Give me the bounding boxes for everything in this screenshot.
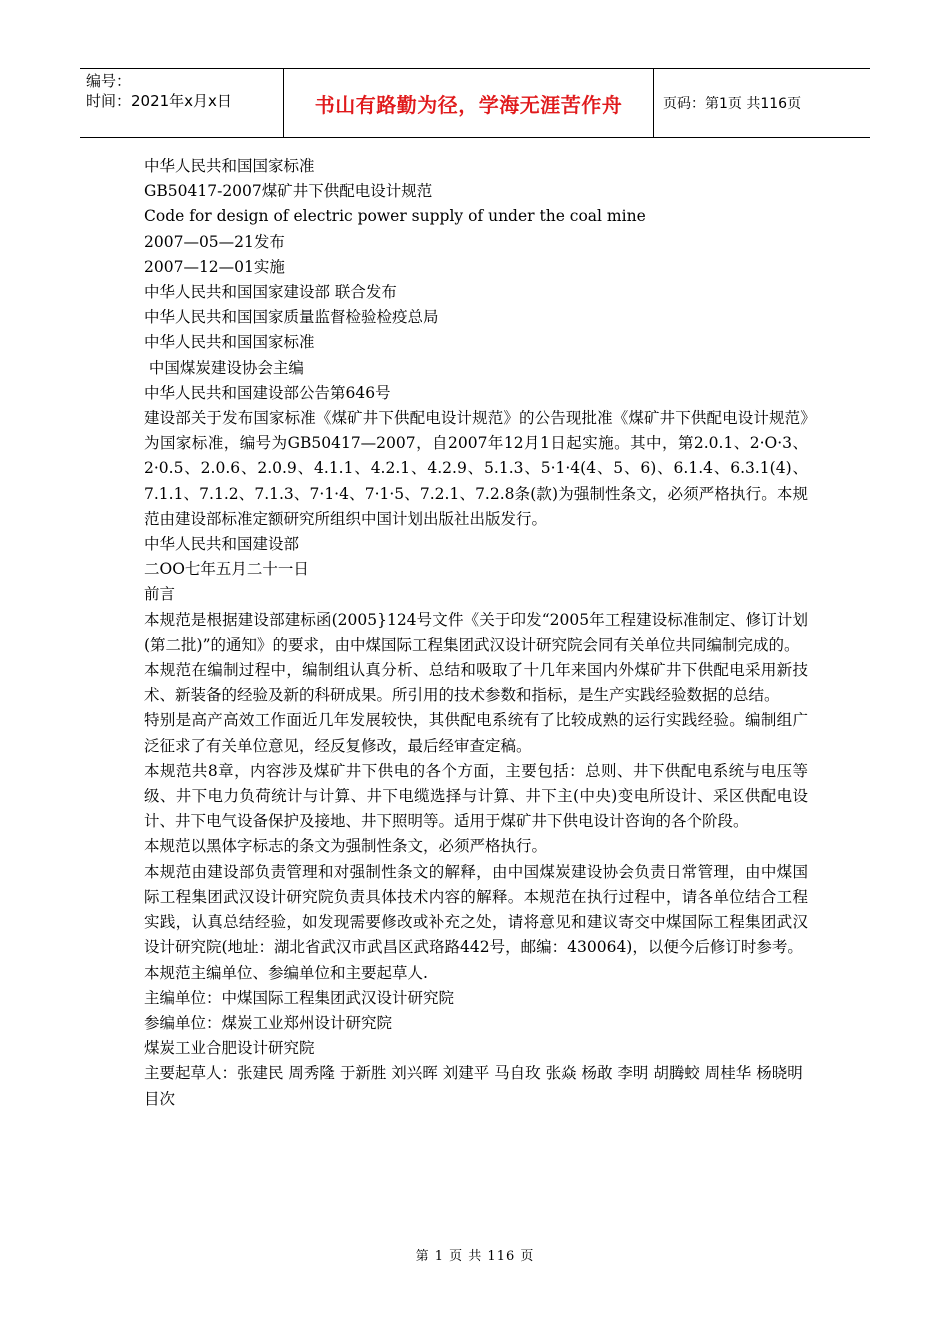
document-number-label: 编号： <box>86 72 132 90</box>
paragraph: 本规范主编单位、参编单位和主要起草人. <box>144 963 428 982</box>
paragraph: 2007—05—21发布 <box>144 232 285 251</box>
header-motto: 书山有路勤为径，学海无涯苦作舟 <box>284 69 654 137</box>
paragraph: 本规范是根据建设部建标函(2005}124号文件《关于印发“2005年工程建设标准制定、修订计划(第二批)”的通知》的要求，由中煤国际工程集团武汉设计研究院会同有关单位共同编制完成的。 <box>144 610 808 654</box>
paragraph: 中华人民共和国建设部 <box>144 535 300 554</box>
section-heading: 前言 <box>144 585 176 604</box>
paragraph: 特别是高产高效工作面近几年发展较快，其供配电系统有了比较成熟的运行实践经验。编制组广泛征求了有关单位意见，经反复修改，最后经审查定稿。 <box>144 711 808 755</box>
paragraph: 参编单位：煤炭工业郑州设计研究院 <box>144 1013 393 1032</box>
paragraph: 主编单位：中煤国际工程集团武汉设计研究院 <box>144 988 455 1007</box>
paragraph: 建设部关于发布国家标准《煤矿井下供配电设计规范》的公告现批准《煤矿井下供配电设计规范》为国家标准，编号为GB50417—2007，自2007年12月1日起实施。其中，第2.0.1、2·O·3、2·0.5、2.0.6、2.0.9、4.1.1、4.2.1、4.2.9、5.1.3、5·1·4(4、5、6)、6.1.4、6.3.1(4)、7.1.1、7.1.2、7.1.3、7·1·4、7·1·5、7.2.1、7.2.8条(款)为强制性条文，必须严格执行。本规范由建设部标准定额研究所组织中国计划出版社出版发行。 <box>144 409 808 528</box>
paragraph: 本规范共8章，内容涉及煤矿井下供电的各个方面，主要包括：总则、井下供配电系统与电压等级、井下电力负荷统计与计算、井下电缆选择与计算、井下主(中央)变电所设计、采区供配电设计、井下电气设备保护及接地、井下照明等。适用于煤矿井下供电设计咨询的各个阶段。 <box>144 761 808 831</box>
paragraph: 本规范由建设部负责管理和对强制性条文的解释，由中国煤炭建设协会负责日常管理，由中煤国际工程集团武汉设计研究院负责具体技术内容的解释。本规范在执行过程中，请各单位结合工程实践，认真总结经验，如发现需要修改或补充之处，请将意见和建议寄交中煤国际工程集团武汉设计研究院(地址：湖北省武汉市武昌区武珞路442号，邮编：430064)，以便今后修订时参考。 <box>144 862 808 957</box>
page-footer: 第 1 页 共 116 页 <box>415 1249 535 1264</box>
paragraph: 二OO七年五月二十一日 <box>144 560 309 579</box>
document-body <box>144 154 808 1112</box>
paragraph: 中华人民共和国建设部公告第646号 <box>144 383 391 402</box>
paragraph: 中华人民共和国国家标准 <box>144 157 315 175</box>
paragraph: 中华人民共和国国家标准 <box>144 333 315 352</box>
header-meta <box>80 69 284 137</box>
paragraph: 中国煤炭建设协会主编 <box>144 358 304 377</box>
paragraph: 中华人民共和国国家质量监督检验检疫总局 <box>144 308 439 327</box>
paragraph: Code for design of electric power supply of under the coal mine <box>144 207 646 226</box>
paragraph: 本规范在编制过程中，编制组认真分析、总结和吸取了十几年来国内外煤矿井下供配电采用新技术、新装备的经验及新的科研成果。所引用的技术参数和指标，是生产实践经验数据的总结。 <box>144 661 808 705</box>
paragraph: 主要起草人：张建民 周秀隆 于新胜 刘兴晖 刘建平 马自玫 张焱 杨敢 李明 胡腾蛟 周桂华 杨晓明 <box>144 1064 803 1083</box>
header-page-info: 页码：第1页 共116页 <box>663 96 802 112</box>
section-heading: 目次 <box>144 1089 176 1108</box>
paragraph: 2007—12—01实施 <box>144 257 285 276</box>
paragraph: GB50417-2007煤矿井下供配电设计规范 <box>144 182 433 201</box>
paragraph: 中华人民共和国国家建设部 联合发布 <box>144 283 397 302</box>
paragraph: 本规范以黑体字标志的条文为强制性条文，必须严格执行。 <box>144 837 548 856</box>
paragraph: 煤炭工业合肥设计研究院 <box>144 1039 315 1058</box>
document-date-label: 时间：2021年x月x日 <box>86 92 232 110</box>
page-header <box>80 68 870 138</box>
